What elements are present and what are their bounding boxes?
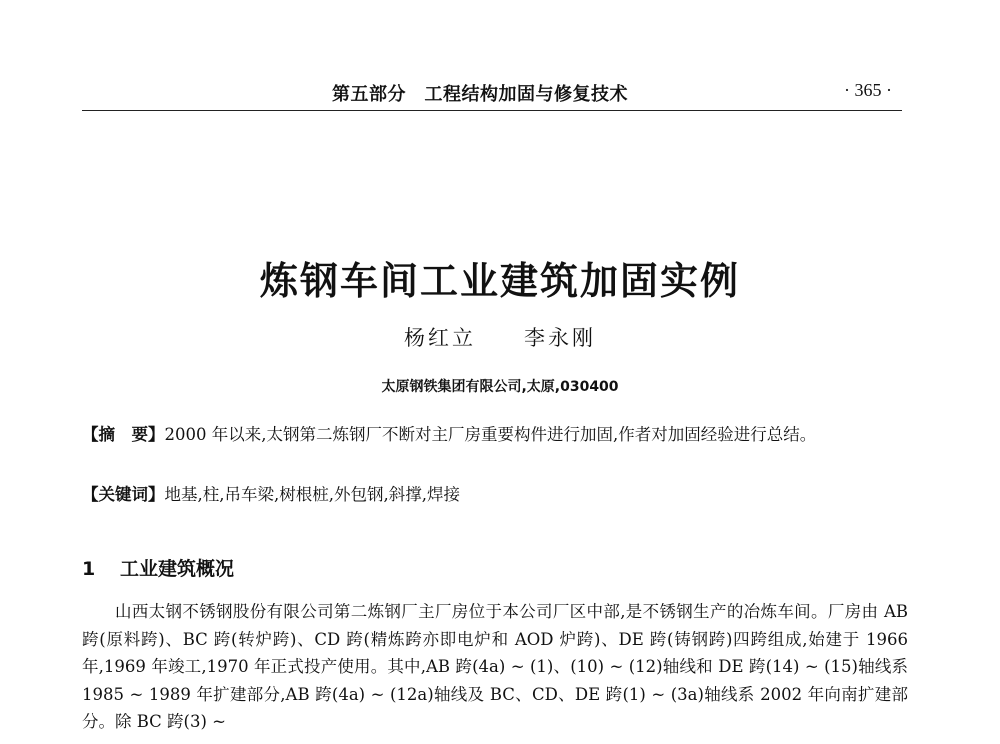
keywords-text: 地基,柱,吊车梁,树根桩,外包钢,斜撑,焊接 — [164, 485, 460, 504]
running-head-section: 第五部分 工程结构加固与修复技术 — [332, 84, 628, 105]
running-head — [82, 70, 902, 111]
keywords — [82, 482, 907, 508]
keywords-label: 【关键词】 — [82, 485, 165, 504]
section-number: 1 — [82, 558, 96, 580]
abstract-label: 【摘 要】 — [82, 425, 165, 444]
section-paragraph: 山西太钢不锈钢股份有限公司第二炼钢厂主厂房位于本公司厂区中部,是不锈钢生产的冶炼车间。厂房由 AB 跨(原料跨)、BC 跨(转炉跨)、CD 跨(精炼跨亦即电炉和 AOD 炉跨)、DE 跨(铸钢跨)四跨组成,始建于 1966 年,1969 年竣工,1970 年正式投产使用。其中,AB 跨(4a) ~ (1)、(10) ~ (12)轴线和 DE 跨(14) ~ (15)轴线系 1985 ~ 1989 年扩建部分,AB 跨(4a) ~ (12a)轴线及 BC、CD、DE 跨(1) ~ (3a)轴线系 2002 年向南扩建部分。除 BC 跨(3) ~ — [82, 602, 908, 731]
abstract — [82, 422, 907, 448]
paper-authors: 杨红立 李永刚 — [404, 326, 596, 350]
paper-title: 炼钢车间工业建筑加固实例 — [259, 259, 740, 303]
section-title: 工业建筑概况 — [120, 558, 235, 580]
section-heading — [82, 554, 234, 581]
abstract-text: 2000 年以来,太钢第二炼钢厂不断对主厂房重要构件进行加固,作者对加固经验进行总结。 — [164, 425, 817, 444]
page-number: · 365 · — [844, 80, 892, 100]
paper-affiliation: 太原钢铁集团有限公司,太原,030400 — [381, 379, 619, 395]
